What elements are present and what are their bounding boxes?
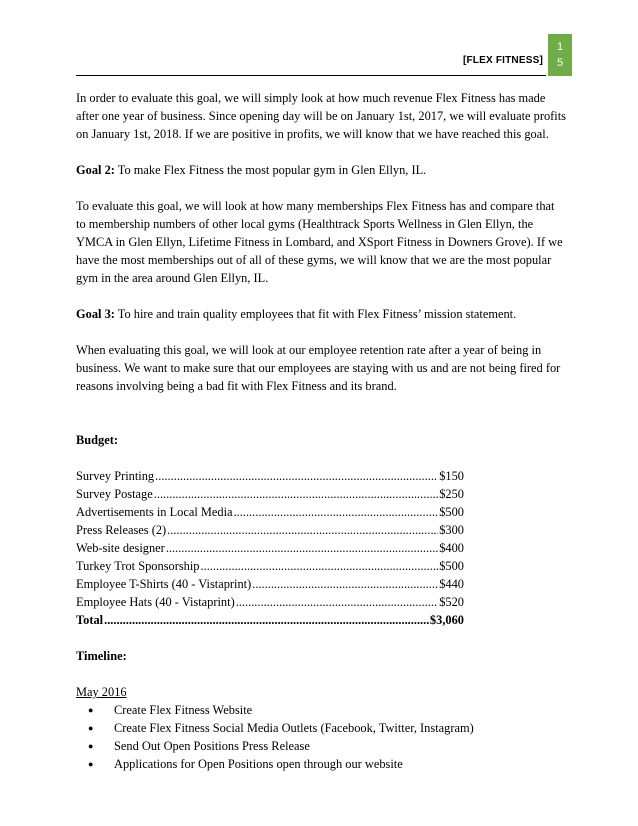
timeline-item: ● Send Out Open Positions Press Release: [114, 737, 566, 755]
budget-item-amount: $300: [439, 523, 464, 537]
page-number-digit-1: 1: [556, 41, 564, 53]
timeline-item: ● Applications for Open Positions open through our website: [114, 755, 566, 773]
timeline-item: ● Create Flex Fitness Social Media Outlets (Facebook, Twitter, Instagram): [114, 719, 566, 737]
budget-item-amount: $440: [439, 577, 464, 591]
timeline-heading: Timeline:: [76, 649, 127, 663]
budget-item-label: Employee T-Shirts (40 - Vistaprint): [76, 577, 252, 591]
header-title: [FLEX FITNESS]: [462, 55, 543, 66]
dot-leader: [234, 503, 439, 521]
goal-2: [76, 161, 566, 179]
dot-leader: [155, 467, 438, 485]
budget-item-label: Press Releases (2): [76, 523, 167, 537]
budget-total-label: Total: [76, 613, 104, 627]
dot-leader: [104, 611, 429, 629]
budget-item-label: Employee Hats (40 - Vistaprint): [76, 595, 235, 609]
goal-3-label: Goal 3:: [76, 307, 115, 321]
dot-leader: [154, 485, 438, 503]
page-number-box: [548, 34, 572, 76]
budget-item-label: Web-site designer: [76, 541, 165, 555]
budget-line: [76, 485, 464, 503]
budget-total-amount: $3,060: [429, 613, 464, 627]
header-rule: [76, 75, 546, 76]
goal-3-paragraph: When evaluating this goal, we will look at our employee retention rate after a year of being in business. We want to make sure that our employees are staying with us and are not being fired for reasons involving being a bad fit with Flex Fitness and its brand.: [76, 343, 561, 393]
goal-2-label: Goal 2:: [76, 163, 115, 177]
goal-3-text: To hire and train quality employees that fit with Flex Fitness’ mission statement.: [114, 307, 517, 321]
budget-line: [76, 521, 464, 539]
budget-item-label: Turkey Trot Sponsorship: [76, 559, 200, 573]
budget-heading: Budget:: [76, 433, 118, 447]
budget-line: [76, 539, 464, 557]
goal-2-paragraph: To evaluate this goal, we will look at how many memberships Flex Fitness has and compare that to membership numbers of other local gyms (Healthtrack Sports Wellness in Glen Ellyn, the YMCA in Glen Ellyn, Lifetime Fitness in Lombard, and XSport Fitness in Downers Grove). If we have the most memberships out of all of these gyms, we will know that we are the most popular gym in the area around Glen Ellyn, IL.: [76, 199, 563, 285]
budget-item-label: Advertisements in Local Media: [76, 505, 233, 519]
budget-list: [76, 467, 566, 629]
budget-item-amount: $400: [439, 541, 464, 555]
budget-item-amount: $150: [439, 469, 464, 483]
timeline-list: [76, 701, 566, 773]
dot-leader: [167, 521, 438, 539]
document-body: [76, 89, 566, 773]
budget-line: [76, 557, 464, 575]
dot-leader: [252, 575, 438, 593]
dot-leader: [236, 593, 439, 611]
budget-item-label: Survey Printing: [76, 469, 155, 483]
goal-3: [76, 305, 566, 323]
budget-item-amount: $250: [439, 487, 464, 501]
budget-item-amount: $500: [439, 505, 464, 519]
budget-line: [76, 593, 464, 611]
dot-leader: [166, 539, 438, 557]
page-number-digit-2: 5: [556, 57, 564, 69]
intro-paragraph: In order to evaluate this goal, we will simply look at how much revenue Flex Fitness has made after one year of business. Since opening day will be on January 1st, 2017, we will evaluate profits on January 1st, 2018. If we are positive in profits, we will know that we have reached this goal.: [76, 91, 566, 141]
budget-line: [76, 467, 464, 485]
budget-item-label: Survey Postage: [76, 487, 153, 501]
timeline-month: May 2016: [76, 685, 127, 699]
budget-item-amount: $520: [439, 595, 464, 609]
budget-item-amount: $500: [439, 559, 464, 573]
dot-leader: [201, 557, 439, 575]
budget-line: [76, 503, 464, 521]
budget-line: [76, 575, 464, 593]
budget-total-line: [76, 611, 464, 629]
goal-2-text: To make Flex Fitness the most popular gym in Glen Ellyn, IL.: [114, 163, 427, 177]
timeline-item: ● Create Flex Fitness Website: [114, 701, 566, 719]
